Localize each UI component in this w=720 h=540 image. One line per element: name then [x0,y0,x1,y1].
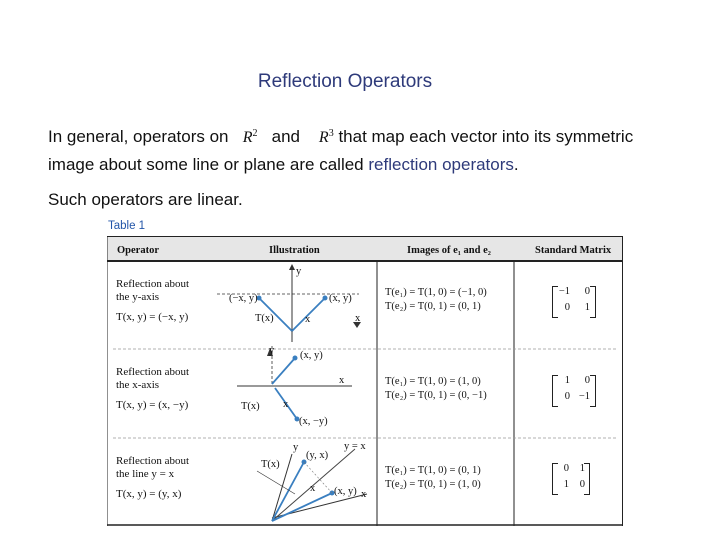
row3-point-label: (x, y) [334,486,357,497]
row1-matrix: −1 0 0 1 [552,286,596,316]
slide-title: Reflection Operators [257,71,433,92]
intro-and: and [271,127,301,146]
intro-period: . [513,155,519,174]
row1-y-label: y [296,266,302,277]
row3-matrix: 0 1 1 0 [552,463,590,493]
row1-t-label: T(x) [255,313,274,324]
row2-x-label: x [339,375,345,386]
row2-image-e2: T(e₂) = T(0, 1) = (0, −1) [385,390,487,401]
row3-image-e2: T(e₂) = T(0, 1) = (1, 0) [385,479,481,490]
linear-note: Such operators are linear. [48,190,243,209]
intro-text-2: that map each vector into its symmetric [338,127,634,146]
row1-image-e2: T(e₂) = T(0, 1) = (0, 1) [385,301,481,312]
row1-x-label: x [355,313,361,324]
reflection-table [107,236,623,526]
row2-vec-label: x [283,399,289,410]
intro-text-3: image about some line or plane are called [48,155,364,174]
intro-paragraph [48,124,698,177]
row1-vec-label: x [305,314,311,325]
r3-symbol: $R^3$ [318,128,334,146]
row3-image-e1: T(e₁) = T(1, 0) = (0, 1) [385,465,481,476]
row2-image-e1: T(e₁) = T(1, 0) = (1, 0) [385,376,481,387]
intro-text-1: In general, operators on [48,127,229,146]
header-images: Images of e₁ and e₂ [407,245,491,256]
row3-image-label: (y, x) [306,450,329,461]
row1-operator: Reflection about the y-axis T(x, y) = (−x, y) [116,278,190,323]
table-label: Table 1 [108,220,146,232]
row2-operator: Reflection about the x-axis T(x, y) = (x, −y) [116,366,190,411]
reflection-operators-term: reflection operators [368,155,514,174]
row2-point-label: (x, y) [300,350,323,361]
row2-matrix: 1 0 0 −1 [552,375,596,405]
header-operator: Operator [117,245,159,256]
row1-point-label: (x, y) [329,293,352,304]
row2-y-label: y [269,345,275,356]
row1-image-label: (−x, y) [229,293,258,304]
header-standard-matrix: Standard Matrix [535,245,612,256]
row3-t-label: T(x) [261,459,280,470]
header-illustration: Illustration [269,245,320,256]
r2-symbol: $R^2$ [242,128,258,146]
row1-image-e1: T(e₁) = T(1, 0) = (−1, 0) [385,287,487,298]
row3-operator: Reflection about the line y = x T(x, y) = (y, x) [116,455,190,500]
row3-x-label: x [361,489,367,500]
row2-t-label: T(x) [241,401,260,412]
row2-image-label: (x, −y) [299,416,328,427]
row3-line-label: y = x [344,441,366,452]
row3-y-label: y [293,442,299,453]
row3-vec-label: x [310,483,316,494]
